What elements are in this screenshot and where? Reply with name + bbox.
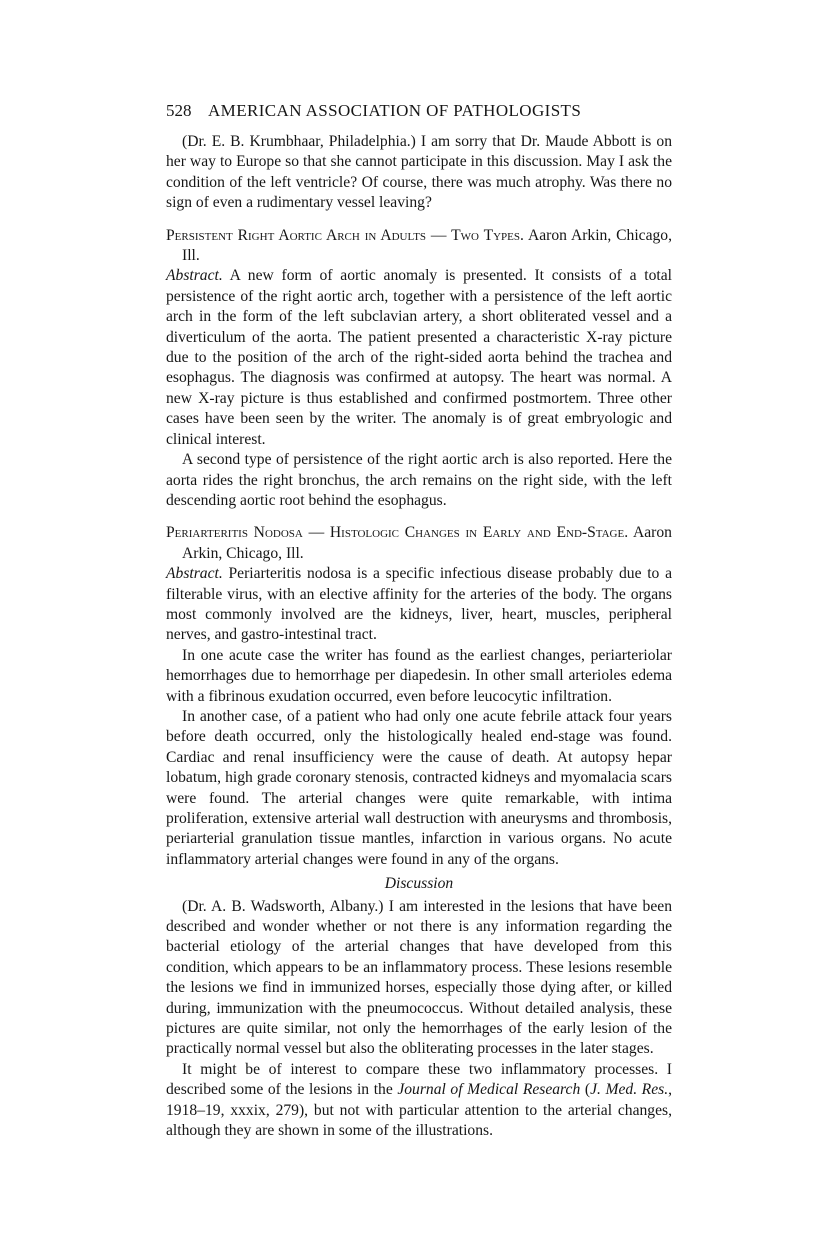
journal-abbreviation: J. Med. Res. bbox=[590, 1081, 669, 1099]
article2-abstract-text: Periarteritis nodosa is a specific infectious disease probably due to a filterable virus, with an elective affinity for the arteries of the body. The organs most commonly involved are the kidneys, liver, heart, muscles, peripheral nerves, and gastro-intestinal tract. bbox=[166, 565, 672, 644]
article1-heading bbox=[166, 226, 672, 267]
article2-heading bbox=[166, 523, 672, 564]
article1-paragraph2: A second type of persistence of the right aortic arch is also reported. Here the aorta rides the right bronchus, the arch remains on the right side, with the left descending aortic root behind the esophagus. bbox=[166, 451, 672, 509]
wadsworth-discussion: (Dr. A. B. Wadsworth, Albany.) I am interested in the lesions that have been described and wonder whether or not there is any information regarding the bacterial etiology of the arterial changes that have developed from this condition, which appears to be an inflammatory process. These lesions resemble the lesions we find in immunized horses, especially those dying after, or killed during, immunization with the pneumococcus. Without detailed analysis, these pictures are quite similar, not only the hemorrhages of the early lesion of the practically normal vessel but also the obliterating processes in the later stages. bbox=[166, 897, 672, 1058]
running-title: AMERICAN ASSOCIATION OF PATHOLOGISTS bbox=[208, 101, 582, 120]
article1-abstract bbox=[166, 266, 672, 450]
article1-author: Aaron Arkin, Chicago, Ill. bbox=[182, 226, 672, 265]
article2-abstract-label: Abstract. bbox=[166, 565, 223, 583]
journal-title: Journal of Medical Research bbox=[397, 1081, 581, 1099]
running-header bbox=[166, 100, 672, 122]
article1-title: Persistent Right Aortic Arch in Adults — Two Types. bbox=[166, 226, 524, 244]
article2-title: Periarteritis Nodosa — Histologic Changes in Early and End-Stage. bbox=[166, 524, 629, 542]
page-number: 528 bbox=[166, 101, 192, 120]
discussion-paren-open: ( bbox=[580, 1081, 591, 1099]
document-page bbox=[166, 100, 672, 1142]
krumbhaar-discussion: (Dr. E. B. Krumbhaar, Philadelphia.) I am sorry that Dr. Maude Abbott is on her way to Europe so that she cannot participate in this discussion. May I ask the condition of the left ventricle? Of course, there was much atrophy. Was there no sign of even a rudimentary vessel leaving? bbox=[166, 133, 672, 212]
article1-abstract-label: Abstract. bbox=[166, 267, 223, 285]
discussion-text-before: It might be of interest to compare these two inflammatory processes. I described some of the lesions in the bbox=[166, 1060, 672, 1099]
article1-abstract-text: A new form of aortic anomaly is presented. It consists of a total persistence of the right aortic arch, together with a persistence of the left aortic arch in the form of the left subclavian artery, a short obliterated vessel and a diverticulum of the aorta. The patient presented a characteristic X-ray picture due to the position of the arch of the right-sided aorta behind the trachea and esophagus. The diagnosis was confirmed at autopsy. The heart was normal. A new X-ray picture is thus established and confirmed postmortem. Three other cases have been seen by the writer. The anomaly is of great embryologic and clinical interest. bbox=[166, 267, 672, 448]
article2-paragraph3: In another case, of a patient who had only one acute febrile attack four years before death occurred, only the histologically healed end-stage was found. Cardiac and renal insufficiency were the cause of death. At autopsy hepar lobatum, high grade coronary stenosis, contracted kidneys and myomalacia scars were found. The arterial changes were quite remarkable, with intima proliferation, extensive arterial wall destruction with aneurysms and thrombosis, periarterial granulation tissue mantles, infarction in various organs. No acute inflammatory arterial changes were found in any of the organs. bbox=[166, 707, 672, 868]
discussion-heading: Discussion bbox=[384, 875, 454, 893]
wadsworth-discussion-continued bbox=[166, 1060, 672, 1142]
article2-paragraph2: In one acute case the writer has found as the earliest changes, periarteriolar hemorrhages due to hemorrhage per diapedesin. In other small arterioles edema with a fibrinous exudation occurred, even before leucocytic infiltration. bbox=[166, 646, 672, 705]
article2-abstract bbox=[166, 564, 672, 646]
discussion-text-after: , 1918–19, xxxix, 279), but not with particular attention to the arterial changes, although they are shown in some of the illustrations. bbox=[166, 1081, 673, 1140]
article2-author: Aaron Arkin, Chicago, Ill. bbox=[182, 524, 672, 562]
